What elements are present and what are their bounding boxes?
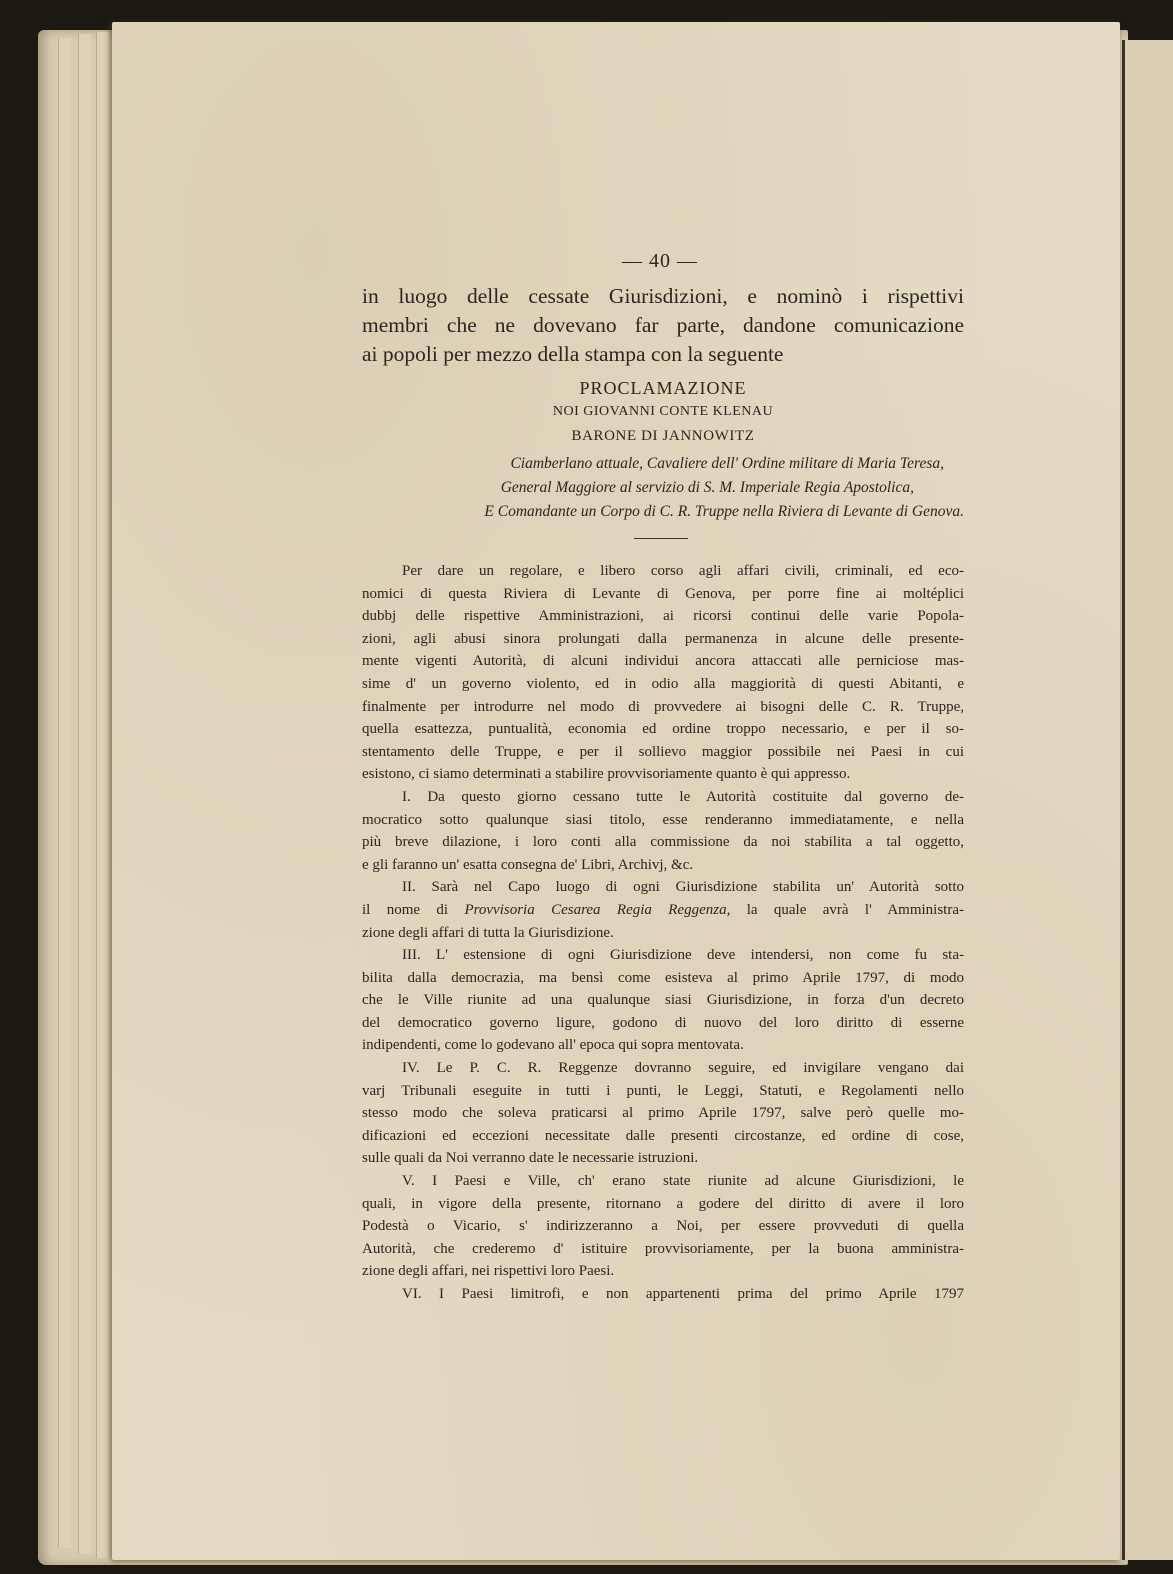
body-line: bilita dalla democrazia, ma bensì come esisteva al primo Aprile 1797, di modo [362, 969, 964, 986]
body-line: mente vigenti Autorità, di alcuni individui ancora attaccati alle perniciose mas- [362, 653, 964, 670]
page-edge-layer [58, 38, 71, 1548]
body-italic-fragment: Provvisoria Cesarea Regia Reggenza, [464, 901, 731, 918]
body-line: nomici di questa Riviera di Levante di Genova, per porre fine ai moltéplici [362, 585, 964, 602]
body-line: II. Sarà nel Capo luogo di ogni Giurisdizione stabilita un' Autorità sotto [402, 879, 964, 896]
body-line: zione degli affari, nei rispettivi loro Paesi. [362, 1263, 615, 1280]
body-line: varj Tribunali eseguite in tutti i punti, le Leggi, Statuti, e Regolamenti nello [362, 1082, 964, 1099]
page-edge-layer [78, 34, 91, 1554]
proclamation-titles [362, 452, 964, 524]
intro-paragraph [362, 282, 964, 369]
intro-line: membri che ne dovevano far parte, dandone comunicazione [362, 313, 964, 337]
body-line: stesso modo che soleva praticarsi al primo Aprile 1797, salve però quelle mo- [362, 1105, 964, 1122]
page-number: — 40 — [622, 250, 698, 272]
body-line: e gli faranno un' esatta consegna de' Libri, Archivj, &c. [362, 856, 694, 873]
body-line: sime d' un governo violento, ed in odio alla maggiorità di questi Abitanti, e [362, 675, 964, 692]
page-edge-layer [96, 32, 109, 1558]
title-line: General Maggiore al servizio di S. M. Imperiale Regia Apostolica, [500, 479, 914, 496]
section-divider [634, 538, 688, 539]
body-line: zioni, agli abusi sinora prolungati dalla permanenza in alcune delle presente- [362, 630, 964, 647]
body-line: esistono, ci siamo determinati a stabilire provvisoriamente quanto è qui appresso. [362, 766, 851, 783]
proclamation-body [362, 560, 964, 1306]
proclamation-title: PROCLAMAZIONE [579, 378, 747, 398]
title-line: Ciamberlano attuale, Cavaliere dell' Ordine militare di Maria Teresa, [510, 455, 944, 472]
body-line: quella esattezza, puntualità, economia ed ordine troppo necessario, e per il so- [362, 721, 964, 738]
body-line: VI. I Paesi limitrofi, e non appartenenti prima del primo Aprile 1797 [402, 1286, 964, 1302]
body-line: Autorità, che crederemo d' istituire provvisoriamente, per la buona amministra- [362, 1240, 964, 1257]
body-line: mocratico sotto qualunque siasi titolo, esse renderanno immediatamente, e nella [362, 811, 964, 828]
body-line: dubbj delle rispettive Amministrazioni, ai ricorsi continui delle varie Popola- [362, 608, 964, 625]
body-line: stentamento delle Truppe, e per il sollievo maggior possibile nei Paesi in cui [362, 743, 964, 760]
body-line: più breve dilazione, i loro conti alla commissione da noi stabilita a tal oggetto, [362, 834, 964, 851]
facing-page-edge [1122, 40, 1173, 1560]
body-line: V. I Paesi e Ville, ch' erano state riunite ad alcune Giurisdizioni, le [402, 1173, 964, 1190]
body-fragment: la quale avrà l' Amministra- [730, 901, 964, 918]
body-line: Podestà o Vicario, s' indirizzeranno a Noi, per essere provveduti di quella [362, 1218, 964, 1235]
proclamation-barone: BARONE DI JANNOWITZ [571, 428, 755, 444]
body-line: I. Da questo giorno cessano tutte le Autorità costituite dal governo de- [402, 788, 964, 805]
body-line: zione degli affari di tutta la Giurisdizione. [362, 924, 614, 941]
body-line [362, 899, 964, 922]
body-line: III. L' estensione di ogni Giurisdizione deve intendersi, non come fu sta- [402, 947, 964, 964]
body-line: finalmente per introdurre nel modo di provvedere ai bisogni delle C. R. Truppe, [362, 698, 964, 715]
intro-line: ai popoli per mezzo della stampa con la seguente [362, 342, 784, 366]
body-line: sulle quali da Noi verranno date le necessarie istruzioni. [362, 1150, 699, 1167]
body-line: che le Ville riunite ad una qualunque siasi Giurisdizione, in forza d'un decreto [362, 992, 964, 1009]
body-line: del democratico governo ligure, godono di nuovo del loro diritto di esserne [362, 1014, 964, 1031]
body-line: Per dare un regolare, e libero corso agli affari civili, criminali, ed eco- [402, 563, 964, 579]
intro-line: in luogo delle cessate Giurisdizioni, e nominò i rispettivi [362, 284, 964, 308]
body-line: indipendenti, come lo godevano all' epoca qui sopra mentovata. [362, 1037, 744, 1054]
proclamation-issuer: NOI GIOVANNI CONTE KLENAU [552, 404, 774, 419]
body-line: dificazioni ed eccezioni necessitate dalle presenti circostanze, ed ordine di cose, [362, 1127, 964, 1144]
body-fragment: il nome di [362, 901, 465, 918]
title-line: E Comandante un Corpo di C. R. Truppe nella Riviera di Levante di Genova. [484, 503, 964, 520]
body-line: quali, in vigore della presente, ritornano a godere del diritto di avere il loro [362, 1195, 964, 1212]
body-line: IV. Le P. C. R. Reggenze dovranno seguire, ed invigilare vengano dai [402, 1060, 964, 1077]
